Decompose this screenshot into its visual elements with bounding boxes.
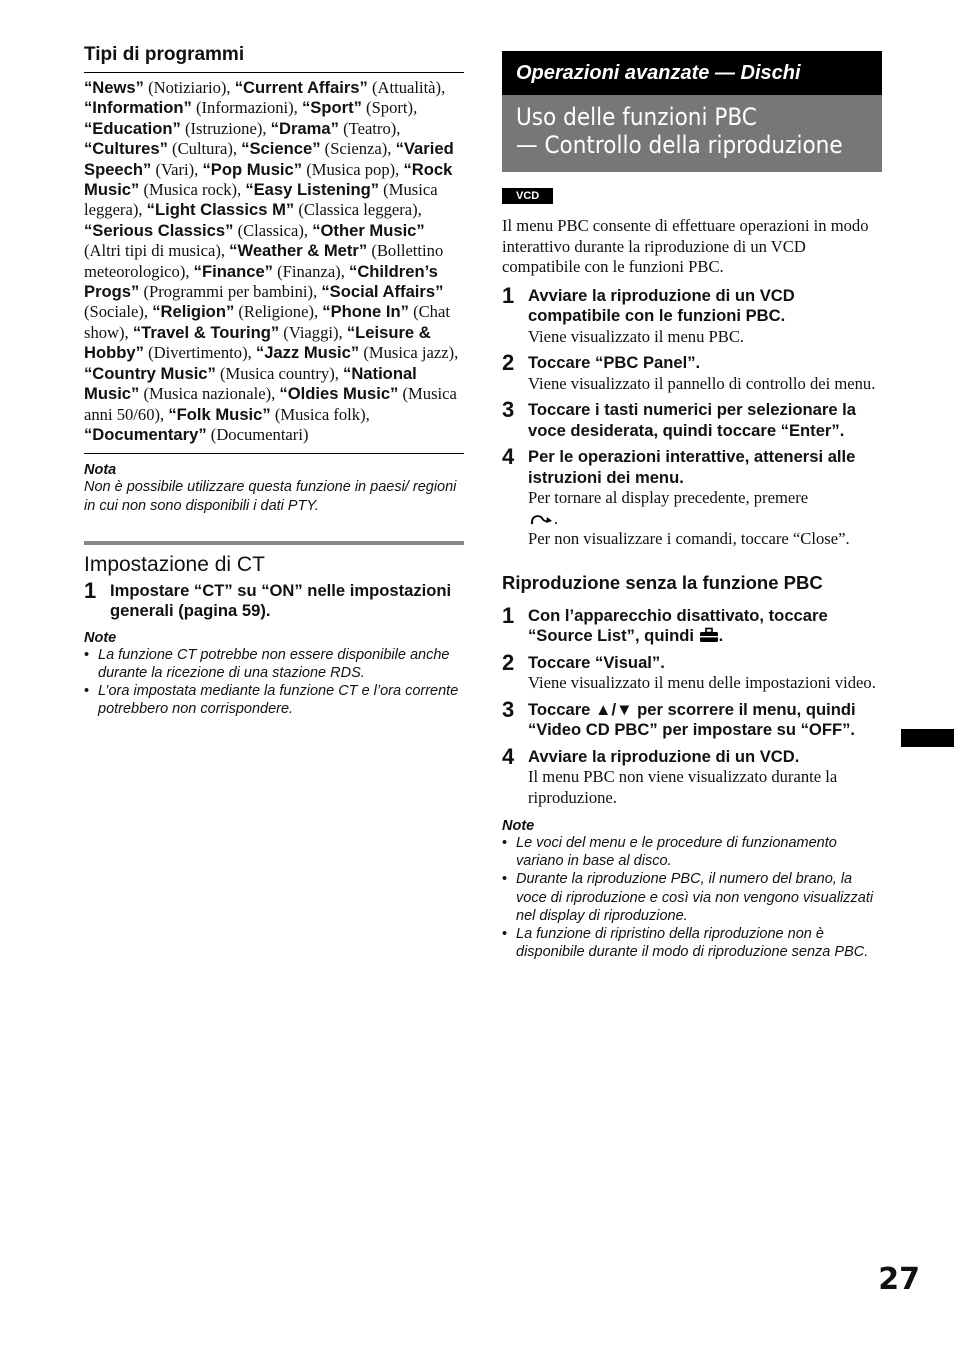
program-type-description: (Musica rock), [139, 180, 246, 200]
program-type-name: “Religion” [152, 302, 235, 322]
step-body: Il menu PBC non viene visualizzato durante la riproduzione. [528, 767, 838, 807]
section-title-banner [502, 95, 882, 172]
right-column [502, 51, 882, 961]
ct-notes [84, 630, 464, 719]
program-type-name: “National Music” [84, 363, 417, 404]
program-type-name: “Current Affairs” [234, 78, 368, 97]
up-down-arrows-icon: ▲/▼ [595, 699, 633, 719]
program-type-name: “News” [84, 78, 144, 97]
step-body: Per tornare al display precedente, premere . Per non visualizzare i comandi, toccare “Close”. [528, 488, 850, 548]
step-heading: Impostare “CT” su “ON” nelle impostazioni generali (pagina 59). [110, 580, 452, 621]
pbc-steps [502, 282, 882, 550]
step-number: 4 [502, 444, 515, 469]
program-type-name: “Serious Classics” [84, 220, 234, 240]
step-heading: Avviare la riproduzione di un VCD compatibile con le funzioni PBC. [528, 285, 795, 325]
note-title: Nota [84, 462, 117, 479]
note-item: • L’ora impostata mediante la funzione CT e l’ora corrente potrebbero non corrispondere. [84, 682, 464, 718]
program-types-list [84, 78, 464, 454]
program-type-description: (Sport), [361, 98, 418, 118]
program-type-description: (Istruzione), [180, 118, 271, 138]
step-heading: Toccare i tasti numerici per selezionare la voce desiderata, quindi toccare “Enter”. [528, 400, 857, 440]
program-type-description: (Finanza), [272, 261, 350, 281]
step-number: 1 [502, 282, 515, 308]
step-heading: Per le operazioni interattive, attenersi alle istruzioni dei menu. [528, 447, 856, 487]
program-type-description: (Bollettino meteorologico), [84, 241, 444, 281]
program-type-description: (Scienza), [320, 139, 396, 159]
program-type-description: (Notiziario), [143, 78, 235, 97]
step-number: 1 [502, 602, 515, 628]
program-type-name: “Leisure & Hobby” [84, 322, 431, 363]
pbc-step-4 [502, 444, 882, 550]
program-type-name: “Folk Music” [168, 404, 271, 424]
step-body-text: Per tornare al display precedente, premere [528, 488, 809, 507]
toolbox-icon [699, 627, 719, 643]
ct-heading: Impostazione di CT [84, 552, 265, 576]
section-title-line-1: Uso delle funzioni PBC [516, 103, 757, 131]
no-pbc-step-1 [502, 602, 882, 647]
step-heading-text: Con l’apparecchio disattivato, toccare “Source List”, quindi [528, 605, 828, 645]
program-type-name: “Finance” [193, 261, 273, 281]
step-number: 1 [84, 577, 97, 603]
section-title-line-2: — Controllo della riproduzione [516, 131, 843, 159]
no-pbc-step-2 [502, 649, 882, 694]
note-text: Non è possibile utilizzare questa funzione in paesi/ regioni in cui non sono disponibili i dati PTY. [84, 479, 457, 514]
note-item: • La funzione CT potrebbe non essere disponibile anche durante la ricezione di una stazione RDS. [84, 646, 464, 682]
step-body: Viene visualizzato il pannello di controllo dei menu. [528, 373, 876, 393]
step-body: Viene visualizzato il menu delle impostazioni video. [528, 673, 876, 692]
program-type-name: “Travel & Touring” [132, 322, 280, 342]
program-type-name: “Light Classics M” [146, 200, 295, 220]
program-type-description: (Programmi per bambini), [139, 282, 322, 302]
program-type-name: “Children’s Progs” [84, 261, 438, 302]
page-number: 27 [878, 1262, 920, 1297]
program-type-name: “Phone In” [322, 302, 409, 322]
no-pbc-heading: Riproduzione senza la funzione PBC [502, 571, 823, 593]
program-types-heading: Tipi di programmi [84, 44, 464, 73]
step-number: 3 [502, 397, 515, 422]
intro-paragraph: Il menu PBC consente di effettuare operazioni in modo interattivo durante la riproduzione di un VCD compatibile con le funzioni PBC. [502, 216, 869, 276]
step-heading: Toccare “Visual”. [528, 652, 665, 672]
note-item: • Durante la riproduzione PBC, il numero del brano, la voce di riproduzione e così via non vengono visualizzati nel display di riproduzione. [502, 870, 882, 925]
notes-title: Note [84, 629, 117, 646]
program-type-description: (Viaggi), [279, 322, 347, 342]
program-type-description: (Altri tipi di musica), [84, 241, 230, 261]
no-pbc-steps [502, 602, 882, 809]
program-type-name: “Oldies Music” [279, 384, 399, 404]
program-type-description: (Religione), [234, 302, 323, 322]
program-type-name: “Drama” [270, 118, 339, 138]
program-type-description: (Musica folk), [270, 404, 370, 424]
step-heading-text: Toccare [528, 699, 596, 719]
step-heading: Avviare la riproduzione di un VCD. [528, 746, 800, 766]
step-heading: Con l’apparecchio disattivato, toccare “Source List”, quindi . [528, 605, 828, 645]
step-body-text: Per non visualizzare i comandi, toccare “Close”. [528, 529, 850, 548]
program-type-name: “Easy Listening” [245, 180, 380, 200]
pbc-step-1 [502, 282, 882, 348]
program-type-description: (Musica country), [215, 363, 344, 383]
program-type-name: “Varied Speech” [84, 139, 454, 179]
program-type-name: “Social Affairs” [321, 282, 444, 302]
category-banner: Operazioni avanzate — Dischi [502, 51, 882, 95]
program-type-name: “Cultures” [84, 139, 168, 159]
program-type-description: (Chat show), [84, 302, 450, 342]
step-body: Viene visualizzato il menu PBC. [528, 326, 745, 346]
program-type-description: (Teatro), [338, 118, 401, 138]
program-type-description: (Documentari) [206, 424, 309, 444]
back-return-icon [528, 512, 554, 526]
program-type-name: “Country Music” [84, 363, 216, 383]
program-type-name: “Sport” [301, 98, 362, 118]
step-number: 4 [502, 743, 515, 769]
program-type-description: (Sociale), [84, 302, 153, 322]
program-type-description: (Classica leggera), [294, 200, 422, 220]
step-number: 3 [502, 696, 515, 722]
program-type-name: “Information” [84, 98, 192, 118]
program-type-description: (Musica pop), [302, 159, 404, 179]
program-type-description: (Vari), [151, 159, 203, 179]
note-item: • La funzione di ripristino della riproduzione non è disponibile durante il modo di riproduzione senza PBC. [502, 925, 882, 961]
program-type-description: (Cultura), [167, 139, 242, 159]
program-type-name: “Documentary” [84, 424, 207, 444]
section-divider [84, 541, 464, 545]
program-type-description: (Musica jazz), [359, 343, 459, 363]
program-type-name: “Science” [241, 139, 321, 159]
program-type-name: “Weather & Metr” [229, 241, 368, 261]
program-type-name: “Rock Music” [84, 159, 453, 200]
note-item: • Le voci del menu e le procedure di funzionamento variano in base al disco. [502, 834, 882, 870]
no-pbc-step-3 [502, 696, 882, 741]
program-type-name: “Education” [84, 118, 181, 138]
no-pbc-step-4 [502, 743, 882, 809]
chapter-tab-marker [901, 729, 954, 747]
pbc-step-3 [502, 397, 882, 441]
program-type-description: (Musica anni 50/60), [84, 384, 457, 424]
program-type-name: “Other Music” [312, 220, 425, 240]
step-heading-text: per scorrere il menu, quindi “Video CD PBC” per impostare su “OFF”. [528, 699, 856, 739]
program-type-name: “Pop Music” [202, 159, 303, 179]
notes-title: Note [502, 818, 535, 834]
program-type-description: (Divertimento), [143, 343, 256, 363]
left-column [84, 44, 464, 719]
no-pbc-notes [502, 818, 882, 961]
program-type-name: “Jazz Music” [255, 343, 360, 363]
ct-step-1 [84, 577, 464, 622]
program-type-description: (Attualità), [367, 78, 446, 97]
step-heading [528, 700, 882, 741]
pty-note [84, 462, 464, 514]
program-type-description: (Informazioni), [191, 98, 302, 118]
step-heading: Toccare “PBC Panel”. [528, 353, 701, 372]
pbc-step-2 [502, 350, 882, 394]
step-number: 2 [502, 649, 515, 675]
program-type-description: (Classica), [233, 220, 313, 240]
step-number: 2 [502, 350, 515, 375]
program-type-description: (Musica nazionale), [139, 384, 280, 404]
program-type-description: (Musica leggera), [84, 180, 438, 220]
vcd-badge: VCD [502, 188, 553, 204]
